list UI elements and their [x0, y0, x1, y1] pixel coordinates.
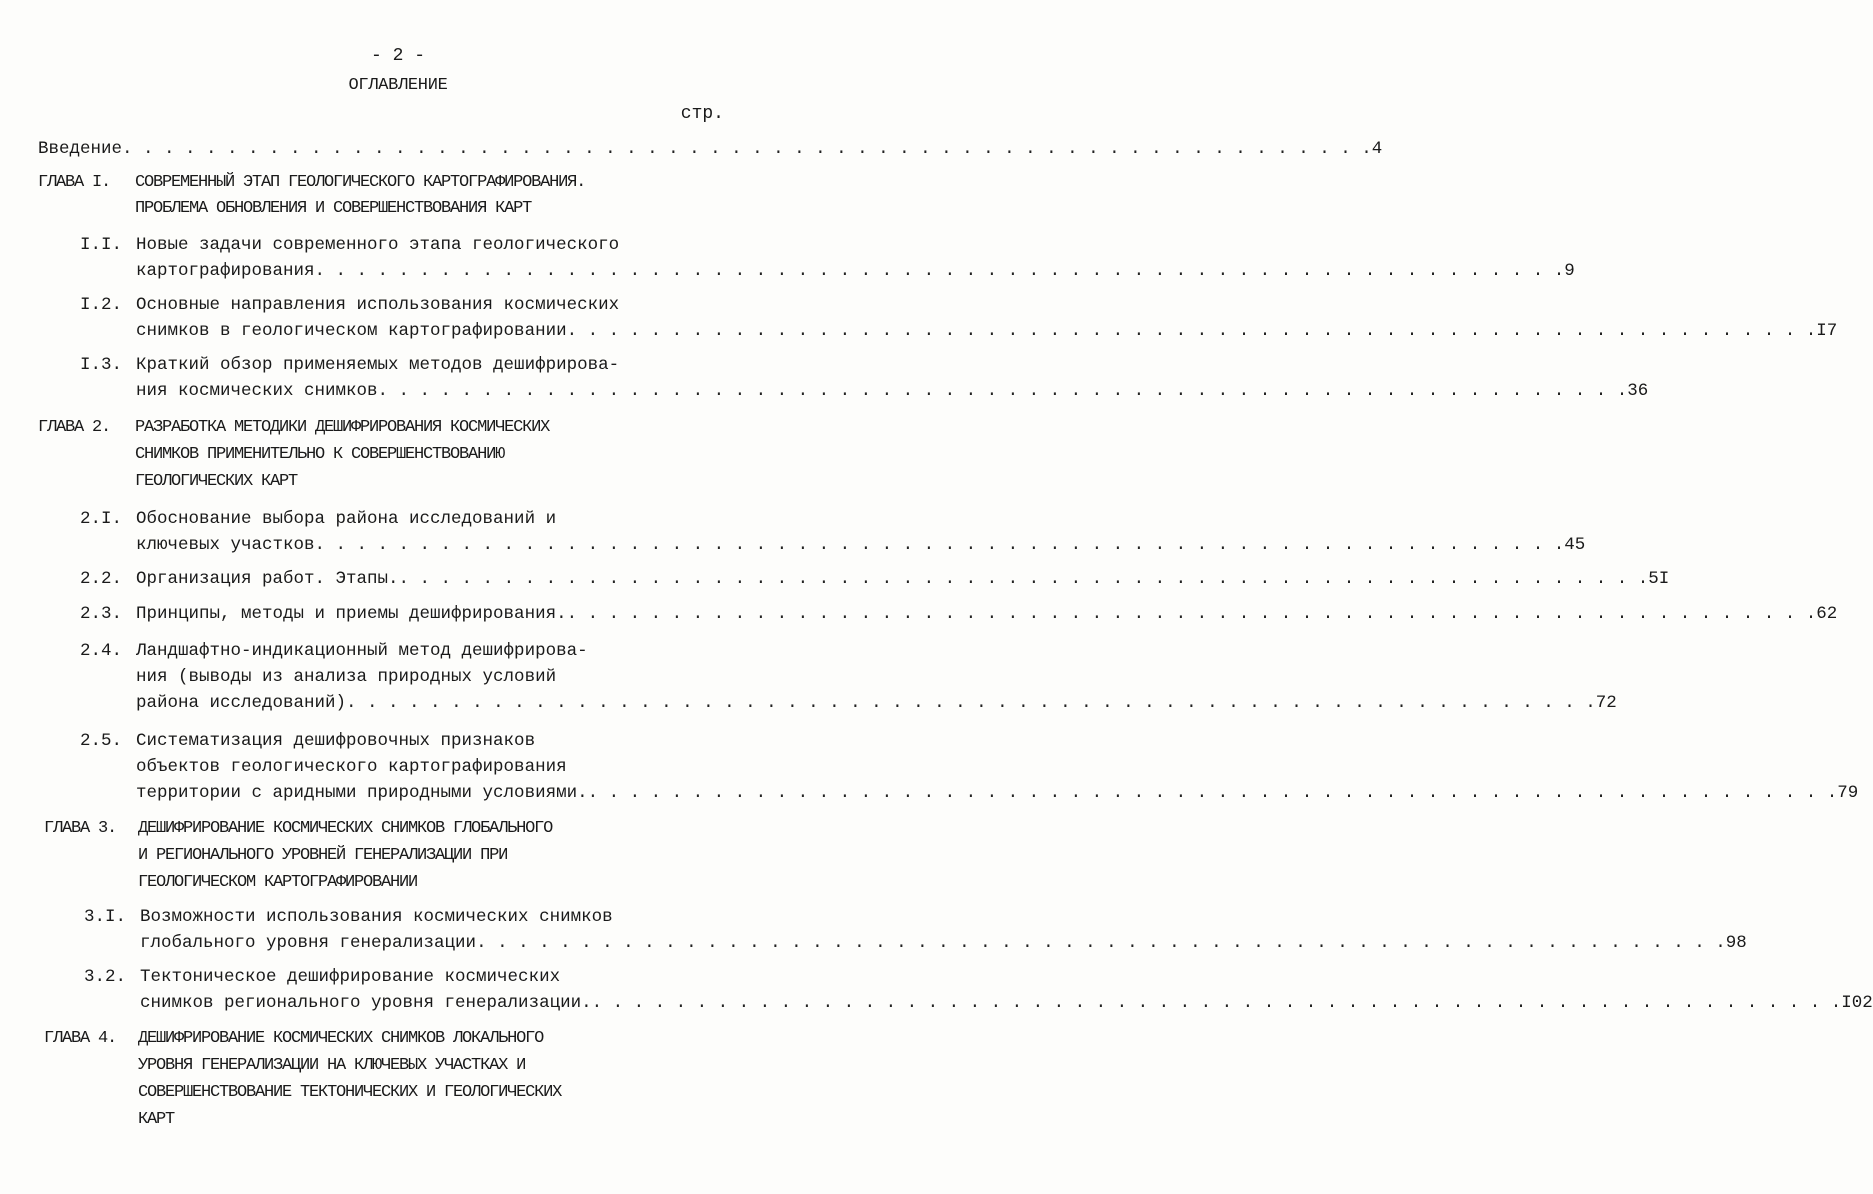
chapter-title-line: УРОВНЯ ГЕНЕРАЛИЗАЦИИ НА КЛЮЧЕВЫХ УЧАСТКАХ И — [138, 1056, 526, 1075]
dot-leader: . . . . . . . . . . . . . . . . . . . . . . . . . . . . . . . . . . . . . . . . . . . . . . . . . . . . . . . . . . . . — [587, 783, 1838, 803]
section-number: 2.5. — [80, 731, 123, 751]
section-number: I.3. — [80, 355, 123, 375]
chapter-label: ГЛАВА 3. — [44, 819, 117, 838]
section-title-line: объектов геологического картографирования — [136, 757, 567, 777]
section-title-line: снимков регионального уровня генерализации. — [140, 993, 592, 1013]
section-page: I02 — [1841, 993, 1873, 1013]
section-number: 2.I. — [80, 509, 123, 529]
section-title-line: Краткий обзор применяемых методов дешифрирова- — [136, 355, 620, 375]
chapter-title-line: И РЕГИОНАЛЬНОГО УРОВНЕЙ ГЕНЕРАЛИЗАЦИИ ПРИ — [138, 846, 508, 865]
chapter-1[interactable] — [0, 168, 796, 224]
section-title-line: Ландшафтно-индикационный метод дешифрирова- — [136, 641, 588, 661]
chapter-4[interactable] — [0, 1024, 796, 1135]
page-column-label: стр. — [680, 104, 724, 124]
chapter-title-line: ДЕШИФРИРОВАНИЕ КОСМИЧЕСКИХ СНИМКОВ ГЛОБАЛЬНОГО — [138, 819, 553, 838]
section-page: 72 — [1595, 693, 1617, 713]
section-2-2[interactable] — [0, 564, 1670, 594]
section-number: 2.3. — [80, 604, 123, 624]
section-number: 2.2. — [80, 569, 123, 589]
toc-entry-intro[interactable] — [0, 134, 1383, 164]
section-title-line: Принципы, методы и приемы дешифрирования. — [136, 604, 567, 624]
section-3-1[interactable] — [0, 902, 1747, 958]
dot-leader: . . . . . . . . . . . . . . . . . . . . . . . . . . . . . . . . . . . . . . . . . . . . . . . . . . . . . . . . . . . . — [591, 993, 1842, 1013]
section-title-line: территории с аридными природными условиями. — [136, 783, 588, 803]
chapter-title-line: СОВРЕМЕННЫЙ ЭТАП ГЕОЛОГИЧЕСКОГО КАРТОГРАФИРОВАНИЯ. — [135, 173, 586, 192]
page-title: ОГЛАВЛЕНИЕ — [348, 76, 448, 95]
section-title-line: ния космических снимков — [136, 381, 378, 401]
chapter-title-line: ГЕОЛОГИЧЕСКОМ КАРТОГРАФИРОВАНИИ — [138, 873, 418, 892]
section-1-2[interactable] — [0, 290, 1838, 346]
section-number: 3.I. — [84, 907, 127, 927]
chapter-title-line: СНИМКОВ ПРИМЕНИТЕЛЬНО К СОВЕРШЕНСТВОВАНИЮ — [135, 445, 505, 464]
section-number: 2.4. — [80, 641, 123, 661]
section-1-1[interactable] — [0, 230, 1575, 286]
section-page: I7 — [1816, 321, 1838, 341]
section-title-line: района исследований) — [136, 693, 347, 713]
chapter-title-line: ПРОБЛЕМА ОБНОВЛЕНИЯ И СОВЕРШЕНСТВОВАНИЯ КАРТ — [135, 199, 532, 218]
section-page: 9 — [1564, 261, 1575, 281]
section-2-3[interactable] — [0, 599, 1838, 629]
section-1-3[interactable] — [0, 350, 1649, 406]
section-number: I.I. — [80, 235, 123, 255]
section-title-line: снимков в геологическом картографировании — [136, 321, 567, 341]
section-title-line: Основные направления использования космических — [136, 295, 620, 315]
section-title-line: Возможности использования космических снимков — [140, 907, 613, 927]
section-2-5[interactable] — [0, 726, 1859, 808]
chapter-3[interactable] — [0, 814, 796, 898]
chapter-2[interactable] — [0, 413, 796, 497]
dot-leader: . . . . . . . . . . . . . . . . . . . . . . . . . . . . . . . . . . . . . . . . . . . . . . . . . . . . . . . . . . . . — [122, 139, 1372, 159]
section-page: 79 — [1837, 783, 1859, 803]
chapter-title-line: СОВЕРШЕНСТВОВАНИЕ ТЕКТОНИЧЕСКИХ И ГЕОЛОГИЧЕСКИХ — [138, 1083, 562, 1102]
dot-leader: . . . . . . . . . . . . . . . . . . . . . . . . . . . . . . . . . . . . . . . . . . . . . . . . . . . . . . . . . . . . — [566, 321, 1817, 341]
chapter-label: ГЛАВА I. — [38, 173, 111, 192]
dot-leader: . . . . . . . . . . . . . . . . . . . . . . . . . . . . . . . . . . . . . . . . . . . . . . . . . . . . . . . . . . . . — [314, 535, 1565, 555]
section-page: 62 — [1816, 604, 1838, 624]
section-number: 3.2. — [84, 967, 127, 987]
dot-leader: . . . . . . . . . . . . . . . . . . . . . . . . . . . . . . . . . . . . . . . . . . . . . . . . . . . . . . . . . . . . — [476, 933, 1726, 953]
dot-leader: . . . . . . . . . . . . . . . . . . . . . . . . . . . . . . . . . . . . . . . . . . . . . . . . . . . . . . . . . . . . — [377, 381, 1628, 401]
section-title-line: глобального уровня генерализации — [140, 933, 477, 953]
section-page: 98 — [1725, 933, 1747, 953]
section-2-4[interactable] — [0, 636, 1617, 718]
section-page: 5I — [1648, 569, 1670, 589]
dot-leader: . . . . . . . . . . . . . . . . . . . . . . . . . . . . . . . . . . . . . . . . . . . . . . . . . . . . . . . . . . . . — [314, 261, 1565, 281]
chapter-label: ГЛАВА 4. — [44, 1029, 117, 1048]
section-page: 45 — [1564, 535, 1586, 555]
section-title-line: Обоснование выбора района исследований и — [136, 509, 557, 529]
page-number: - 2 - — [370, 46, 425, 66]
chapter-title-line: КАРТ — [138, 1110, 175, 1129]
section-3-2[interactable] — [0, 962, 1873, 1018]
dot-leader: . . . . . . . . . . . . . . . . . . . . . . . . . . . . . . . . . . . . . . . . . . . . . . . . . . . . . . . . . . . . — [398, 569, 1649, 589]
section-title-line: картографирования — [136, 261, 315, 281]
chapter-title-line: ГЕОЛОГИЧЕСКИХ КАРТ — [135, 472, 298, 491]
section-title-line: Систематизация дешифровочных признаков — [136, 731, 536, 751]
section-title-line: ния (выводы из анализа природных условий — [136, 667, 557, 687]
chapter-label: ГЛАВА 2. — [38, 418, 111, 437]
chapter-title-line: ДЕШИФРИРОВАНИЕ КОСМИЧЕСКИХ СНИМКОВ ЛОКАЛЬНОГО — [138, 1029, 544, 1048]
section-page: 36 — [1627, 381, 1649, 401]
dot-leader: . . . . . . . . . . . . . . . . . . . . . . . . . . . . . . . . . . . . . . . . . . . . . . . . . . . . . . . . . . . . — [346, 693, 1596, 713]
section-2-1[interactable] — [0, 504, 1586, 560]
chapter-title-line: РАЗРАБОТКА МЕТОДИКИ ДЕШИФРИРОВАНИЯ КОСМИЧЕСКИХ — [135, 418, 550, 437]
section-title-line: Тектоническое дешифрирование космических — [140, 967, 561, 987]
section-title-line: Организация работ. Этапы. — [136, 569, 399, 589]
section-title-line: Новые задачи современного этапа геологического — [136, 235, 620, 255]
entry-page: 4 — [1371, 139, 1383, 159]
dot-leader: . . . . . . . . . . . . . . . . . . . . . . . . . . . . . . . . . . . . . . . . . . . . . . . . . . . . . . . . . . . . — [566, 604, 1817, 624]
section-number: I.2. — [80, 295, 123, 315]
entry-title: Введение — [38, 139, 123, 159]
section-title-line: ключевых участков — [136, 535, 315, 555]
